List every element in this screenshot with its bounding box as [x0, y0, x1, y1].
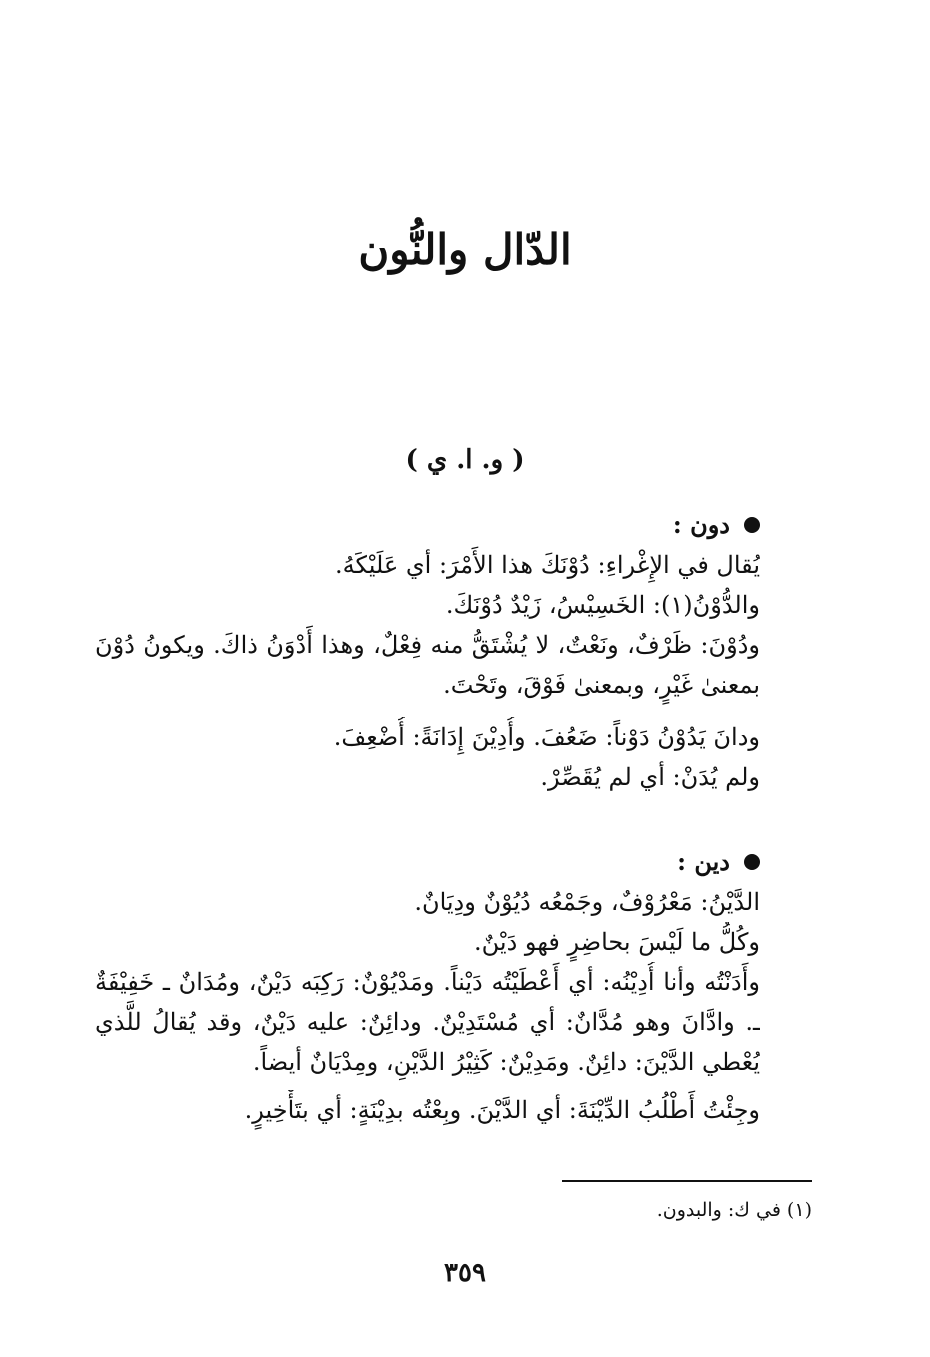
entry-heading — [95, 842, 760, 882]
entry-heading-text: دون : — [672, 510, 730, 539]
footnote: (١) في ك: والبدون. — [656, 1199, 812, 1221]
entry-line: ولم يُدَنْ: أي لم يُقَصِّرْ. — [540, 763, 760, 791]
bullet-icon — [744, 517, 760, 533]
entry-heading — [95, 505, 760, 545]
entry-doon — [95, 505, 760, 797]
entry-deen — [95, 842, 760, 1130]
entry-line: وجِئْتُ أَطْلُبُ الدِّيْنَةَ: أي الدَّيْنَ. وبِعْتُه بدِيْنَةٍ: أي بتَأْخِيرٍ. — [244, 1096, 760, 1124]
entry-line: الدَّيْنُ: مَعْرُوْفٌ، وجَمْعُه دُيُوْنٌ ودِيَانٌ. — [414, 888, 760, 916]
bullet-icon — [744, 854, 760, 870]
entry-paragraph: وأَدَنْتُه وأنا أُدِيْنُه: أي أَعْطَيْتُه دَيْناً. ومَدْيُوْنٌ: رَكِبَه دَيْنٌ، ومُدَانٌ ـ خَفِيْفَةٌ ـ. وادَّانَ وهو مُدَّانٌ: أي مُسْتَدِيْنٌ. ودائِنٌ: عليه دَيْنٌ، وقد يُقالُ للَّذي يُعْطي الدَّيْنَ: دائِنٌ. ومَدِيْنٌ: كَثِيْرُ الدَّيْنِ، ومِدْيَانٌ أيضاً. — [95, 968, 760, 1076]
footnote-divider — [562, 1180, 812, 1182]
entry-heading-text: دين : — [677, 847, 730, 876]
chapter-title: الدّال والنُّون — [358, 225, 572, 274]
entry-line: يُقال في الإِغْراءِ: دُوْنَكَ هذا الأَمْرَ: أي عَلَيْكَهُ. — [335, 551, 760, 579]
page-number: ٣٥٩ — [444, 1258, 486, 1288]
entry-line: وكُلُّ ما لَيْسَ بحاضِرٍ فهو دَيْنٌ. — [474, 928, 760, 956]
entry-line: والدُّوْنُ(١): الخَسِيْسُ، زَيْدٌ دُوْنَكَ. — [445, 591, 760, 619]
root-heading: ( و. ا. ي ) — [405, 445, 525, 475]
entry-paragraph: ودُوْنَ: ظَرْفٌ، ونَعْتٌ، لا يُشْتَقُّ منه فِعْلٌ، وهذا أَدْوَنُ ذاكَ. ويكونُ دُوْنَ بمعنىٰ غَيْرٍ، وبمعنىٰ فَوْقَ، وتَحْتَ. — [95, 631, 760, 699]
entry-line: ودانَ يَدُوْنُ دَوْناً: ضَعُفَ. وأُدِيْنَ إِدَانَةً: أُضْعِفَ. — [333, 723, 760, 751]
